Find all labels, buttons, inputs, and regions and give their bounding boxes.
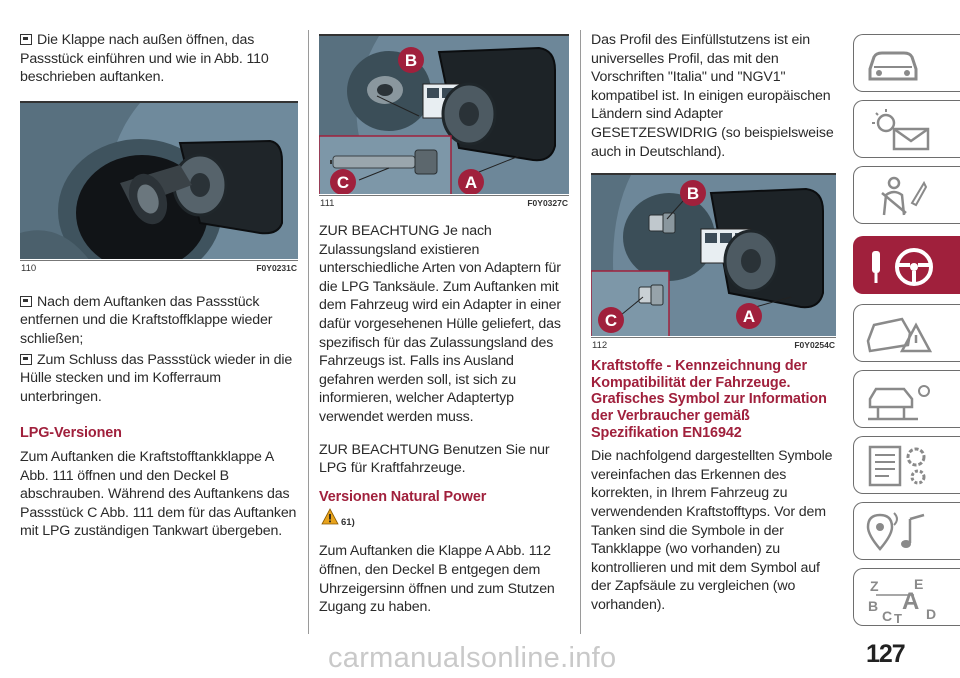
tab-vehicle-overview[interactable]	[853, 34, 960, 92]
heading-lpg-versions: LPG-Versionen	[20, 425, 122, 442]
figure-number: 111	[320, 198, 335, 209]
warning-ref-number: 61)	[341, 517, 355, 529]
column-divider	[308, 30, 309, 634]
tab-safety[interactable]	[853, 166, 960, 224]
paragraph-lpg-note: ZUR BEACHTUNG Benutzen Sie nur LPG für Kraftfahrzeuge.	[319, 441, 550, 477]
paragraph-filler-profile: Das Profil des Einfüllstutzens ist ein universelles Profil, das mit den Vorschriften "Italia" und "NGV1" kompatibel ist. In einigen europäischen Ländern sind Adapter GESETZESWIDRIG (so beispielsweise auch in Deutschland).	[591, 32, 834, 160]
watermark: carmanualsonline.info	[328, 642, 617, 674]
callout-c: C	[336, 173, 350, 192]
callout-b: B	[686, 184, 700, 204]
figure-number: 112	[592, 340, 608, 352]
figure-110	[20, 101, 298, 274]
alphabetical-index-icon	[864, 575, 944, 625]
heading-fuel-compatibility: Kraftstoffe - Kennzeichnung der Kompatibilität der Fahrzeuge. Grafisches Symbol zur Information der Verbraucher gemäß Spezifikation EN16942	[591, 358, 827, 441]
paragraph-open-flap: Die Klappe nach außen öffnen, das Passstück einführen und wie in Abb. 110 beschrieben auftanken.	[20, 32, 269, 86]
paragraph-store-adapter: Zum Schluss das Passstück wieder in die Hülle stecken und im Kofferraum unterbringen.	[20, 351, 293, 405]
column-divider	[580, 30, 581, 634]
callout-a: A	[742, 307, 756, 327]
svg-text:T: T	[894, 611, 902, 625]
paragraph-lpg-refuel: Zum Auftanken die Kraftstofftankklappe A Abb. 111 öffnen und den Deckel B abschrauben. Während des Auftankens das Passstück C Abb. 111 dem für das Auftanken mit LPG zuständigen Tankwart übergeben.	[20, 448, 297, 540]
figure-code: F0Y0327C	[527, 198, 568, 208]
paragraph-remove-adapter: Nach dem Auftanken das Passstück entfernen und die Kraftstoffklappe wieder schließen;	[20, 293, 273, 347]
figure-110-caption	[20, 260, 298, 274]
heading-natural-power: Versionen Natural Power	[319, 488, 487, 505]
figure-112	[591, 173, 836, 351]
car-lift-service-icon	[864, 377, 934, 423]
svg-text:A: A	[902, 588, 920, 615]
cng-filler-illustration	[591, 175, 836, 336]
figure-111	[319, 34, 569, 209]
figure-number: 110	[21, 262, 37, 274]
warning-triangle-icon	[321, 508, 339, 526]
figure-111-caption	[319, 195, 569, 209]
column-1	[20, 0, 298, 541]
figure-code: F0Y0254C	[794, 340, 835, 351]
fuel-flap-adapter-illustration	[20, 103, 298, 259]
figure-code: F0Y0231C	[256, 262, 297, 273]
callout-c: C	[604, 311, 618, 331]
tab-multimedia[interactable]	[853, 502, 960, 560]
figure-111-image	[319, 34, 569, 194]
svg-text:B: B	[868, 598, 879, 614]
key-steering-wheel-icon	[864, 243, 944, 289]
warning-light-envelope-icon	[864, 107, 934, 153]
page-number: 127	[866, 640, 905, 668]
lpg-filler-illustration	[319, 36, 569, 194]
column-3	[591, 0, 836, 614]
tab-lights-messages[interactable]	[853, 100, 960, 158]
tab-technical-data[interactable]	[853, 436, 960, 494]
callout-a: A	[464, 173, 478, 192]
figure-112-image	[591, 173, 836, 336]
car-icon	[864, 41, 924, 87]
seatbelt-airbag-icon	[864, 173, 934, 219]
warning-reference	[319, 507, 569, 533]
checkbox-bullet-icon	[20, 34, 32, 45]
car-warning-triangle-icon	[864, 311, 934, 357]
tab-emergency[interactable]	[853, 304, 960, 362]
tab-index[interactable]	[853, 568, 960, 626]
checkbox-bullet-icon	[20, 296, 32, 307]
callout-b: B	[404, 51, 418, 70]
paragraph-adapter-note: ZUR BEACHTUNG Je nach Zulassungsland existieren unterschiedliche Arten von Adaptern für die LPG Tanksäule. Zum Auftanken mit dem Fahrzeug wird ein Adapter in einer dafür vorgesehenen Hülle geliefert, das spezifisch für das Zulassungsland des Fahrzeugs ist. Falls ins Ausland gefahren werden soll, ist sich zu informieren, welcher Adaptertyp verwendet werden muss.	[319, 223, 561, 425]
svg-text:Z: Z	[870, 578, 879, 594]
gps-music-icon	[864, 509, 934, 555]
tab-starting-driving[interactable]	[853, 236, 960, 294]
figure-112-caption	[591, 337, 836, 351]
svg-text:D: D	[926, 606, 937, 622]
column-2	[319, 0, 569, 617]
svg-text:C: C	[882, 608, 893, 624]
checkbox-bullet-icon	[20, 354, 32, 365]
spec-sheet-gear-icon	[864, 443, 934, 489]
paragraph-natural-power-refuel: Zum Auftanken die Klappe A Abb. 112 öffnen, den Deckel B entgegen dem Uhrzeigersinn öffnen und zum Stutzen Zugang zu haben.	[319, 543, 555, 616]
tab-maintenance[interactable]	[853, 370, 960, 428]
figure-110-image	[20, 101, 298, 259]
svg-text:E: E	[914, 576, 924, 592]
paragraph-fuel-symbols: Die nachfolgend dargestellten Symbole vereinfachen das Erkennen des korrekten, in Ihrem Fahrzeug zu verwendenden Kraftstofftyps. Vor dem Tanken sind die Symbole in der Tankklappe (wo vorhanden) zu kontrollieren und mit dem Symbol auf der Zapfsäule zu vergleichen (wo vorhanden).	[591, 448, 833, 613]
